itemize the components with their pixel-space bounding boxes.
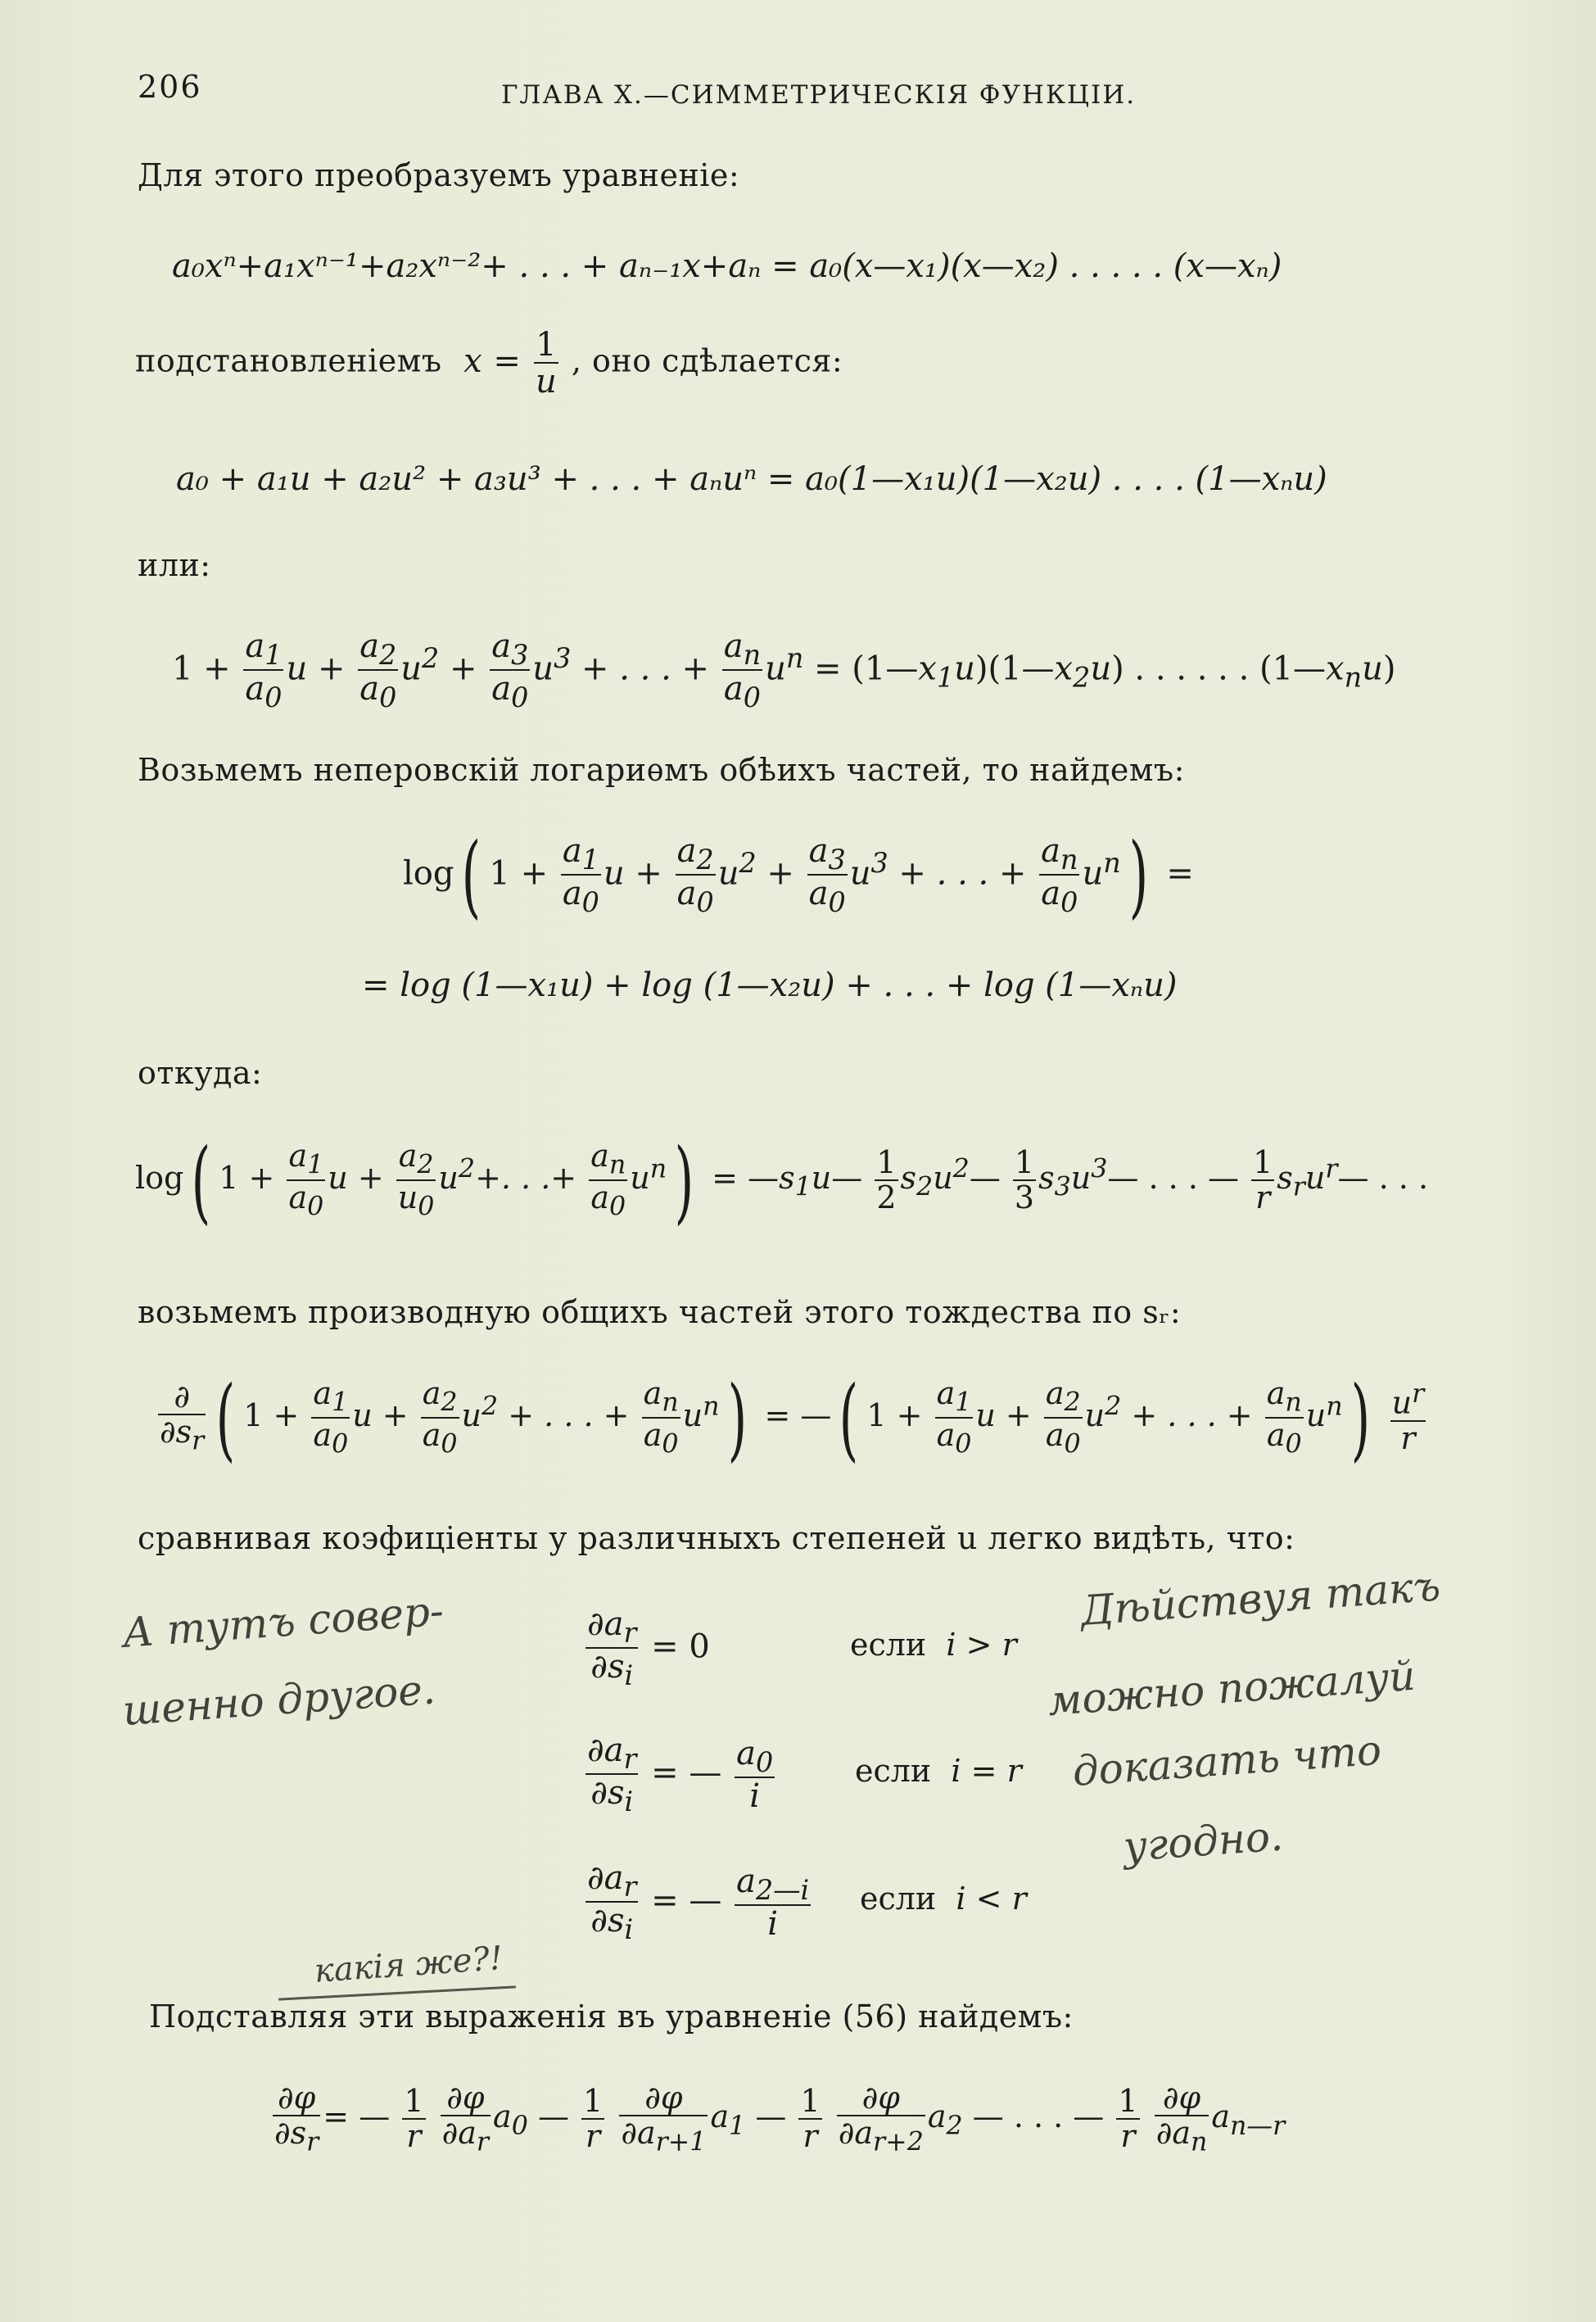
fraction-one-over-u: $\frac{1}{u}$ — [535, 326, 558, 401]
equation-log-sum: = log (1—x₁u) + log (1—x₂u) + . . . + log (1—xₙu) — [362, 966, 1178, 1004]
paragraph-derivative: возьмемъ производную общихъ частей этого тождества по sᵣ: — [138, 1294, 1182, 1330]
equation-final: $\frac{\partial\varphi}{\partial s_r}$ = — $\frac{1}{r}$ $\frac{\partial\varphi}{\partial a_r}$ $a_0$ — $\frac{1}{r}$ $\frac{\partial\varphi}{\partial a_{r+1}}$ $a_1$ — $\frac{1}{r}$ $\frac{\partial\varphi}{\partial a_{r+2}}$ $a_2$ — . . . — $\frac{1}{r}$ $\frac{\partial\varphi}{\partial a_n}$ $a_{n—r}$ — [274, 2080, 1286, 2157]
paragraph-logarithm: Возьмемъ неперовскій логариѳмъ обѣихъ частей, то найдемъ: — [138, 752, 1185, 788]
paragraph-or: или: — [138, 547, 211, 583]
equation-derivative: $\frac{\partial}{\partial s_r}$ ( 1 + $\frac{a_1}{a_0}$ u + $\frac{a_2}{a_0}$ $u^2$ + . . . + $\frac{a_n}{a_0}$ $u^n$) = —( 1 + $\frac{a_1}{a_0}$ u + $\frac{a_2}{a_0}$ $u^2$ + . . . + $\frac{a_n}{a_0}$ $u^n$) $\frac{u^r}{r}$ — [160, 1365, 1425, 1471]
paragraph-compare: сравнивая коэфиціенты у различныхъ степеней u легко видѣть, что: — [138, 1520, 1295, 1556]
equation-log-left: log( 1 + $\frac{a_1}{a_0}$ u + $\frac{a_2}{a_0}$ $u^2$ + $\frac{a_3}{a_0}$ $u^3$ + . . . + $\frac{a_n}{a_0}$ $u^n$) = — [403, 823, 1194, 929]
handwritten-note-left-1: А тутъ совер- — [120, 1586, 445, 1657]
condition-row-2: $\frac{\partial a_r}{\partial s_i}$ = — $\frac{a_0}{i}$ — [587, 1731, 774, 1817]
equation-polynomial: a₀xⁿ+a₁xⁿ⁻¹+a₂xⁿ⁻²+ . . . + aₙ₋₁x+aₙ = a₀(x—x₁)(x—x₂) . . . . . (x—xₙ) — [172, 247, 1282, 285]
running-title: ГЛАВА X.—СИММЕТРИЧЕСКІЯ ФУНКЦІИ. — [501, 80, 1137, 110]
condition-row-3: $\frac{\partial a_r}{\partial s_i}$ = — $\frac{a_{2—i}}{i}$ — [587, 1859, 810, 1945]
condition-if-1: если i > r — [850, 1627, 1017, 1663]
handwritten-note-right-2: можно пожалуй — [1046, 1651, 1417, 1725]
handwritten-note-right-3: доказать что — [1070, 1726, 1383, 1795]
paragraph-substituting: Подставляя эти выраженія въ уравненіе (56) найдемъ: — [149, 1998, 1074, 2035]
handwritten-note-top: какія же?! — [313, 1939, 504, 1990]
handwritten-note-right-1: Дѣйствуя такъ — [1078, 1562, 1442, 1635]
equation-normalized: 1 + $\frac{a_1}{a_0}$ u + $\frac{a_2}{a_0}$ $u^2$ + $\frac{a_3}{a_0}$ $u^3$ + . . . + $\frac{a_n}{a_0}$ $u^n$ = $(1—x_1u)(1—x_2u)$ . . . . . . $(1—x_nu)$ — [172, 627, 1396, 713]
handwritten-note-right-4: угодно. — [1121, 1812, 1285, 1871]
condition-if-2: если i = r — [855, 1753, 1022, 1789]
condition-if-3: если i < r — [860, 1881, 1027, 1917]
paragraph-substitution: подстановленіемъ x = $\frac{1}{u}$ , оно сдѣлается: — [135, 326, 843, 401]
equation-log-series: log( 1 + $\frac{a_1}{a_0}$ u + $\frac{a_2}{u_0}$ $u^2+$. . .+ $\frac{a_n}{a_0}$ $u^n$) = $—s_1u—$ $\frac{1}{2}$ $s_2u^2—$ $\frac{1}{3}$ $s_3u^3—$ . . . — $\frac{1}{r}$ $s_ru^r—$ . . . — [135, 1128, 1429, 1233]
paragraph-intro: Для этого преобразуемъ уравненіе: — [138, 157, 740, 193]
handwritten-note-left-2: шенно другое. — [120, 1665, 437, 1735]
equation-substituted: a₀ + a₁u + a₂u² + a₃u³ + . . . + aₙuⁿ = a₀(1—x₁u)(1—x₂u) . . . . (1—xₙu) — [176, 460, 1327, 498]
condition-row-1: $\frac{\partial a_r}{\partial s_i}$ = 0 — [587, 1605, 710, 1691]
page-number: 206 — [138, 69, 202, 105]
paragraph-whence: откуда: — [138, 1055, 263, 1091]
